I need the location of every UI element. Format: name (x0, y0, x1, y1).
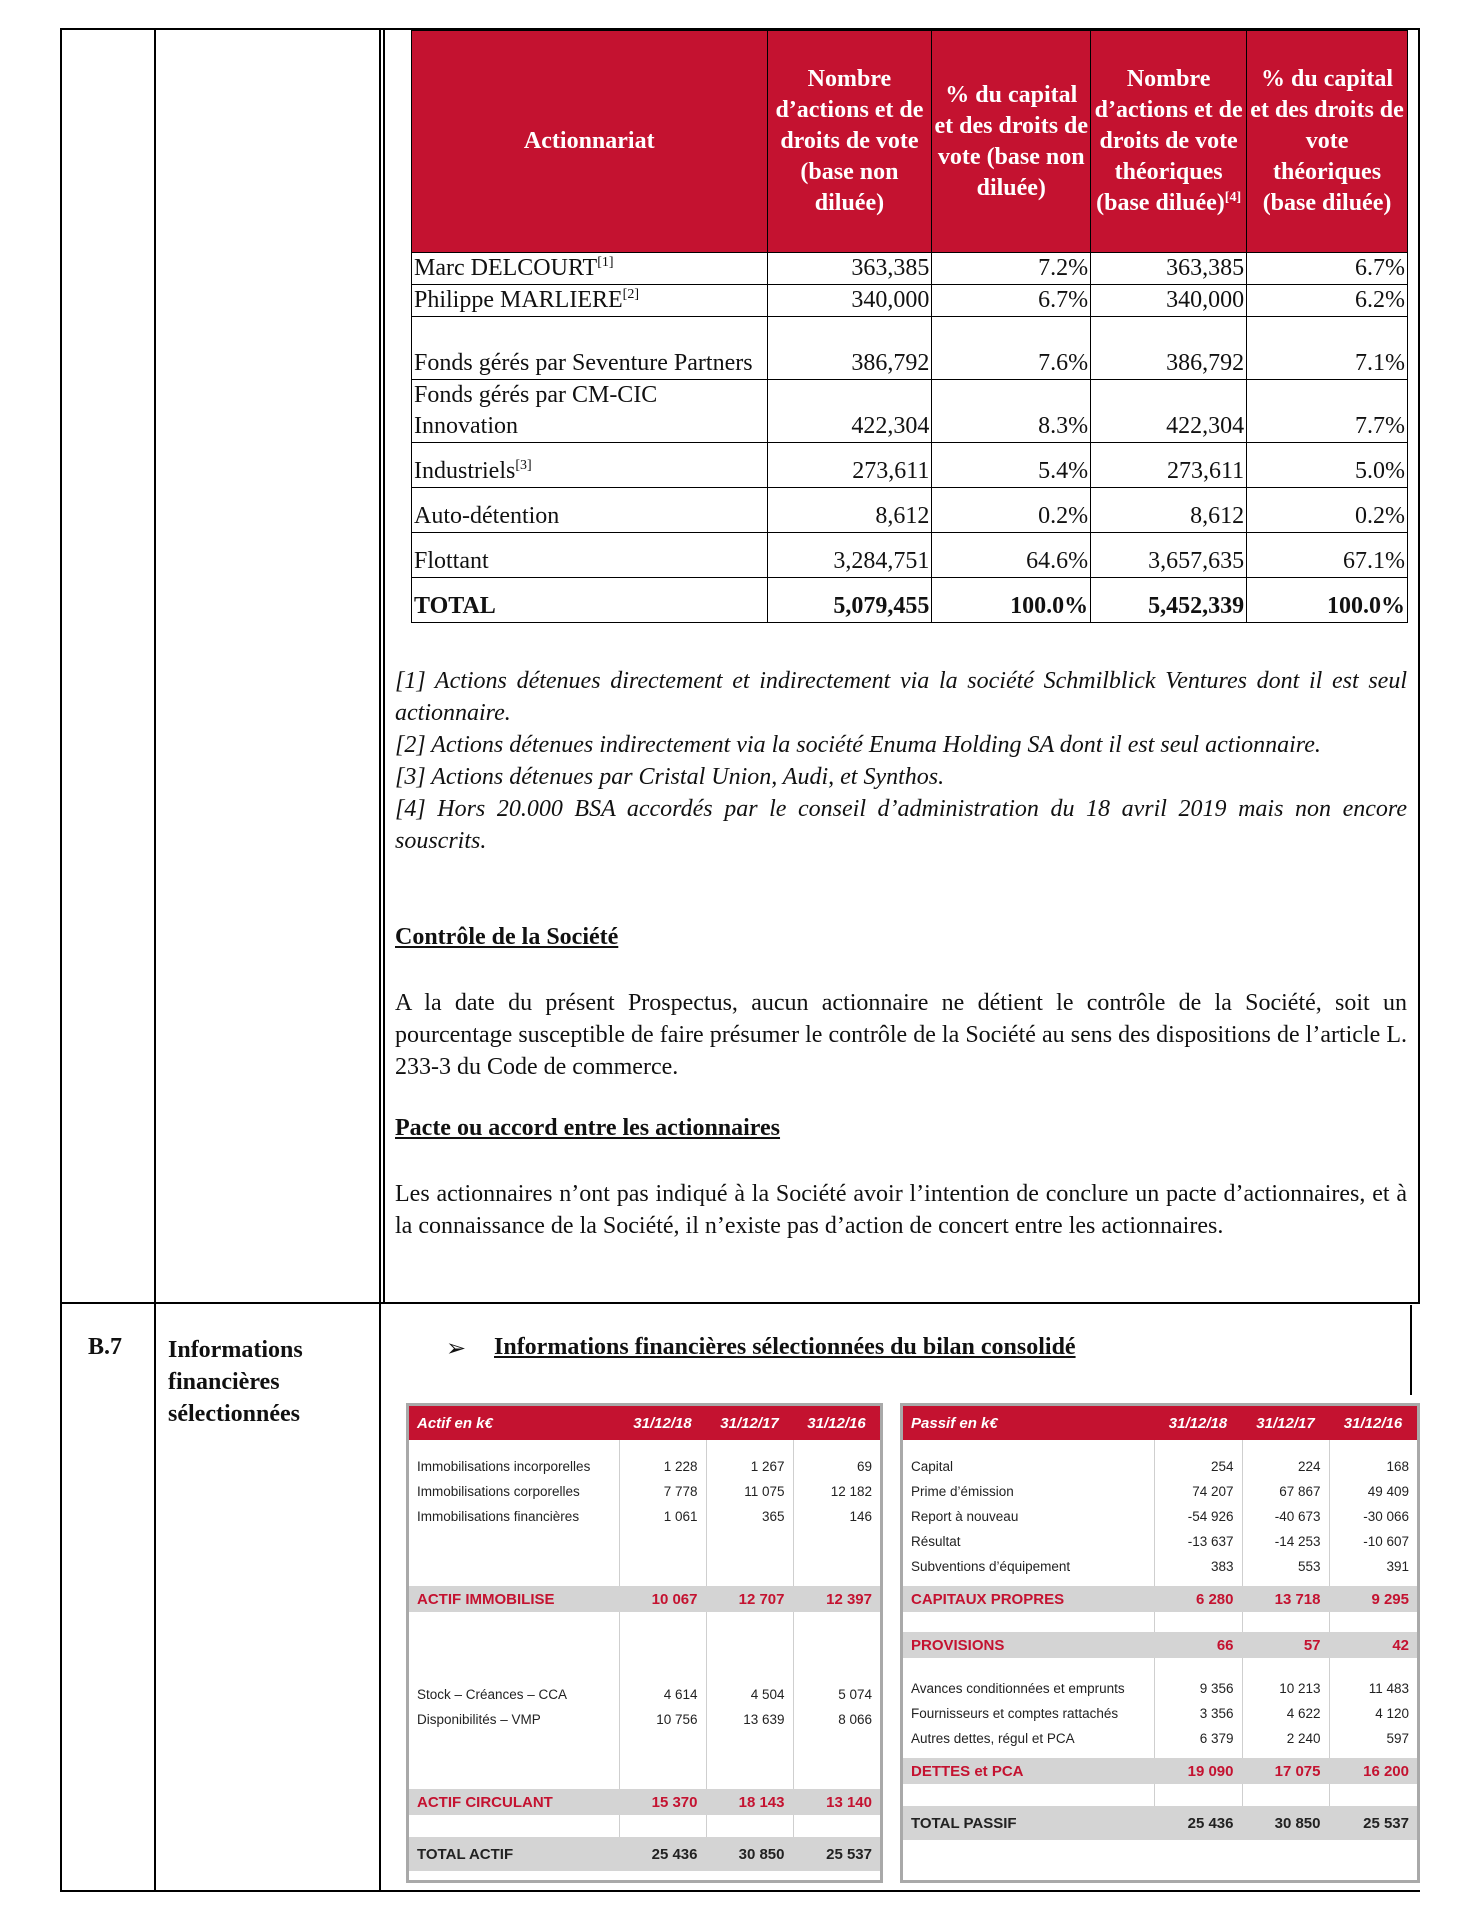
spacer-cell (903, 1658, 1154, 1676)
shareholding-value-v1: 8,612 (767, 488, 932, 533)
shareholding-value-v2: 386,792 (1091, 317, 1247, 380)
liabilities-header-row-cell: Passif en k€ (903, 1406, 1154, 1440)
liability-item-row-cell: Subventions d’équipement (911, 1559, 1071, 1574)
asset-item-row-cell: 8 066 (793, 1707, 880, 1732)
shareholding-value-p2: 6.2% (1247, 285, 1408, 317)
spacer-cell (1329, 1440, 1417, 1454)
spacer-cell (619, 1732, 706, 1789)
debt-total-row-cell: 17 075 (1242, 1758, 1329, 1784)
asset-item-row-cell: Disponibilités – VMP (417, 1712, 541, 1727)
provisions-row (903, 1632, 1417, 1658)
liability-item-row-cell: Prime d’émission (911, 1484, 1014, 1499)
equity-total-row-cell: 13 718 (1242, 1586, 1329, 1612)
shareholder-footnote-ref: [3] (515, 458, 532, 473)
liabilities-balance-sheet (900, 1403, 1420, 1883)
asset-item-row-cell: 11 075 (706, 1479, 793, 1504)
total-v1: 5,079,455 (767, 578, 932, 623)
spacer-row (409, 1815, 880, 1837)
spacer-cell (706, 1732, 793, 1789)
shareholding-value-v2: 422,304 (1091, 380, 1247, 443)
asset-item-row (409, 1454, 880, 1479)
spacer-cell (706, 1612, 793, 1682)
current-assets-total-row-cell: 18 143 (706, 1789, 793, 1815)
spacer-cell (1154, 1658, 1242, 1676)
shareholder-name (412, 317, 768, 380)
spacer-cell (619, 1440, 706, 1454)
total-v2: 5,452,339 (1091, 578, 1247, 623)
spacer-cell (1154, 1612, 1242, 1632)
provisions-row-cell: 57 (1242, 1632, 1329, 1658)
liability-item-row (903, 1701, 1417, 1726)
spacer-row (903, 1612, 1417, 1632)
financial-heading-text: Informations financières sélectionnées du bilan consolidé (494, 1334, 1076, 1360)
spacer-cell (1154, 1440, 1242, 1454)
frame-right-border-top (1418, 28, 1420, 1303)
equity-total-row-cell: CAPITAUX PROPRES (903, 1586, 1154, 1612)
shareholding-value-p2: 7.7% (1247, 380, 1408, 443)
asset-item-row-cell: 4 504 (706, 1682, 793, 1707)
total-liabilities-row-cell: 30 850 (1242, 1806, 1329, 1840)
spacer-cell (903, 1751, 1154, 1758)
spacer-cell (1329, 1658, 1417, 1676)
shareholding-row (412, 285, 1408, 317)
spacer-cell (409, 1612, 619, 1682)
assets-header-row (409, 1406, 880, 1440)
shareholder-name-text: Industriels (414, 458, 516, 484)
shareholding-value-p1: 0.2% (932, 488, 1091, 533)
spacer-cell (793, 1440, 880, 1454)
spacer-cell (1329, 1612, 1417, 1632)
shareholding-value-v2: 340,000 (1091, 285, 1247, 317)
assets-header-row-cell: 31/12/16 (793, 1406, 880, 1440)
spacer-cell (903, 1784, 1154, 1806)
liabilities-table (903, 1406, 1417, 1840)
asset-item-row-cell: 4 614 (619, 1682, 706, 1707)
footnote-1: [1] Actions détenues directement et indirectement via la société Schmilblick Ventures dont il est seul actionnaire. (395, 668, 1407, 726)
liability-item-row-cell: 74 207 (1154, 1479, 1242, 1504)
shareholding-value-v1: 340,000 (767, 285, 932, 317)
shareholding-value-v1: 363,385 (767, 253, 932, 285)
shareholding-row (412, 443, 1408, 488)
fixed-assets-total-row-cell: ACTIF IMMOBILISE (409, 1586, 619, 1612)
shareholding-value-v1: 273,611 (767, 443, 932, 488)
asset-item-row-cell: Immobilisations financières (417, 1509, 580, 1524)
section-ref: B.7 (88, 1334, 123, 1360)
liability-item-row (903, 1726, 1417, 1751)
asset-item-row (409, 1682, 880, 1707)
spacer-cell (1154, 1784, 1242, 1806)
spacer-cell (793, 1612, 880, 1682)
total-assets-row-cell: 25 436 (619, 1837, 706, 1871)
liability-item-row (903, 1554, 1417, 1579)
header-pct-diluted: % du capital et des droits de vote théoriques (base diluée) (1247, 31, 1408, 253)
frame-col1-border (154, 28, 156, 1892)
asset-item-row (409, 1504, 880, 1529)
shareholding-value-v1: 386,792 (767, 317, 932, 380)
total-p2: 100.0% (1247, 578, 1408, 623)
section-label: Informations financières sélectionnées (168, 1337, 303, 1427)
arrow-bullet-icon: ➢ (446, 1336, 467, 1362)
spacer-cell (793, 1815, 880, 1837)
footnote-3: [3] Actions détenues par Cristal Union, Audi, et Synthos. (395, 764, 945, 790)
liability-item-row (903, 1454, 1417, 1479)
liability-item-row-cell: 9 356 (1154, 1676, 1242, 1701)
shareholding-value-p2: 67.1% (1247, 533, 1408, 578)
shareholder-name (412, 488, 768, 533)
spacer-cell (706, 1529, 793, 1586)
spacer-row (409, 1440, 880, 1454)
shareholding-value-p2: 5.0% (1247, 443, 1408, 488)
liability-item-row-cell: Autres dettes, régul et PCA (911, 1731, 1075, 1746)
spacer-cell (793, 1529, 880, 1586)
shareholding-value-p2: 6.7% (1247, 253, 1408, 285)
asset-item-row-cell: 12 182 (793, 1479, 880, 1504)
frame-right-border-bottom (1410, 1305, 1412, 1395)
liability-item-row-cell: 2 240 (1242, 1726, 1329, 1751)
liability-item-row-cell: -13 637 (1154, 1529, 1242, 1554)
total-liabilities-row-cell: 25 537 (1329, 1806, 1417, 1840)
fixed-assets-total-row-cell: 12 707 (706, 1586, 793, 1612)
pact-heading: Pacte ou accord entre les actionnaires (395, 1115, 781, 1141)
shareholding-value-p2: 7.1% (1247, 317, 1408, 380)
fixed-assets-total-row-cell: 10 067 (619, 1586, 706, 1612)
shareholder-name-text: Philippe MARLIERE (414, 287, 623, 313)
spacer-cell (1154, 1751, 1242, 1758)
fixed-assets-total-row-cell: 12 397 (793, 1586, 880, 1612)
spacer-cell (1242, 1612, 1329, 1632)
liability-item-row-cell: Report à nouveau (911, 1509, 1019, 1524)
liability-item-row-cell: 10 213 (1242, 1676, 1329, 1701)
total-assets-row-cell: 25 537 (793, 1837, 880, 1871)
shareholding-value-p1: 7.2% (932, 253, 1091, 285)
equity-total-row (903, 1586, 1417, 1612)
spacer-cell (903, 1579, 1154, 1586)
shareholder-name (412, 380, 768, 443)
liability-item-row-cell: Résultat (911, 1534, 961, 1549)
liability-item-row-cell: 597 (1329, 1726, 1417, 1751)
liability-item-row-cell: -14 253 (1242, 1529, 1329, 1554)
liability-item-row-cell: 553 (1242, 1554, 1329, 1579)
shareholding-value-v2: 363,385 (1091, 253, 1247, 285)
spacer-row (409, 1529, 880, 1586)
liability-item-row (903, 1479, 1417, 1504)
total-name: TOTAL (412, 578, 768, 623)
total-assets-row (409, 1837, 880, 1871)
debt-total-row-cell: 16 200 (1329, 1758, 1417, 1784)
footnotes (395, 665, 1407, 857)
shareholding-row (412, 317, 1408, 380)
spacer-cell (409, 1815, 619, 1837)
assets-header-row-cell: Actif en k€ (409, 1406, 619, 1440)
spacer-row (903, 1658, 1417, 1676)
shareholder-name-text: Auto-détention (414, 503, 560, 529)
total-liabilities-row-cell: 25 436 (1154, 1806, 1242, 1840)
shareholding-value-v1: 3,284,751 (767, 533, 932, 578)
liability-item-row-cell: 391 (1329, 1554, 1417, 1579)
total-liabilities-row (903, 1806, 1417, 1840)
liability-item-row-cell: Fournisseurs et comptes rattachés (911, 1706, 1119, 1721)
liabilities-header-row (903, 1406, 1417, 1440)
liabilities-header-row-cell: 31/12/16 (1329, 1406, 1417, 1440)
spacer-cell (1242, 1440, 1329, 1454)
provisions-row-cell: PROVISIONS (903, 1632, 1154, 1658)
current-assets-total-row-cell: 15 370 (619, 1789, 706, 1815)
header-shares-diluted (1091, 31, 1247, 253)
spacer-cell (409, 1732, 619, 1789)
header-shares-undiluted: Nombre d’actions et de droits de vote (base non diluée) (767, 31, 932, 253)
header-pct-undiluted: % du capital et des droits de vote (base non diluée) (932, 31, 1091, 253)
shareholding-value-v2: 8,612 (1091, 488, 1247, 533)
asset-item-row-cell: 365 (706, 1504, 793, 1529)
spacer-cell (706, 1440, 793, 1454)
footnote-4: [4] Hors 20.000 BSA accordés par le conseil d’administration du 18 avril 2019 mais non encore souscrits. (395, 796, 1407, 854)
spacer-row (903, 1440, 1417, 1454)
spacer-row (903, 1579, 1417, 1586)
shareholder-name-text: Flottant (414, 548, 489, 574)
shareholding-row (412, 533, 1408, 578)
liability-item-row-cell: 11 483 (1329, 1676, 1417, 1701)
assets-balance-sheet (406, 1403, 883, 1883)
debt-total-row (903, 1758, 1417, 1784)
spacer-cell (409, 1529, 619, 1586)
shareholding-total-row (412, 578, 1408, 623)
shareholder-name (412, 533, 768, 578)
shareholding-value-p2: 0.2% (1247, 488, 1408, 533)
spacer-cell (1242, 1751, 1329, 1758)
liability-item-row-cell: 254 (1154, 1454, 1242, 1479)
liability-item-row-cell: 3 356 (1154, 1701, 1242, 1726)
shareholder-name-text: Marc DELCOURT (414, 255, 598, 281)
liabilities-header-row-cell: 31/12/18 (1154, 1406, 1242, 1440)
asset-item-row-cell: 1 228 (619, 1454, 706, 1479)
footnote-2: [2] Actions détenues indirectement via la société Enuma Holding SA dont il est seul actionnaire. (395, 732, 1321, 758)
asset-item-row-cell: 69 (793, 1454, 880, 1479)
shareholder-name-text: Fonds gérés par Seventure Partners (414, 350, 753, 376)
control-paragraph: A la date du présent Prospectus, aucun actionnaire ne détient le contrôle de la Société, soit un pourcentage susceptible de faire présumer le contrôle de la Société au sens des dispositions de l’article L. 233-3 du Code de commerce. (395, 990, 1407, 1080)
shareholding-row (412, 380, 1408, 443)
liability-item-row-cell: 4 622 (1242, 1701, 1329, 1726)
spacer-cell (1154, 1579, 1242, 1586)
spacer-row (903, 1784, 1417, 1806)
spacer-cell (619, 1529, 706, 1586)
total-assets-row-cell: TOTAL ACTIF (409, 1837, 619, 1871)
current-assets-total-row-cell: 13 140 (793, 1789, 880, 1815)
shareholder-name (412, 443, 768, 488)
shareholder-footnote-ref: [2] (622, 287, 639, 302)
shareholder-name (412, 253, 768, 285)
shareholding-value-p1: 8.3% (932, 380, 1091, 443)
shareholding-row (412, 253, 1408, 285)
spacer-cell (1242, 1579, 1329, 1586)
fixed-assets-total-row (409, 1586, 880, 1612)
asset-item-row-cell: 1 061 (619, 1504, 706, 1529)
spacer-cell (903, 1612, 1154, 1632)
asset-item-row-cell: 7 778 (619, 1479, 706, 1504)
asset-item-row-cell: Stock – Créances – CCA (417, 1687, 568, 1702)
liability-item-row (903, 1504, 1417, 1529)
frame-row-divider (60, 1302, 1420, 1304)
liabilities-header-row-cell: 31/12/17 (1242, 1406, 1329, 1440)
liability-item-row-cell: 4 120 (1329, 1701, 1417, 1726)
total-assets-row-cell: 30 850 (706, 1837, 793, 1871)
spacer-cell (1242, 1658, 1329, 1676)
frame-inner-border (383, 28, 385, 1303)
liability-item-row-cell: -40 673 (1242, 1504, 1329, 1529)
assets-header-row-cell: 31/12/17 (706, 1406, 793, 1440)
frame-left-border (60, 28, 62, 1892)
shareholder-name (412, 285, 768, 317)
spacer-cell (619, 1815, 706, 1837)
shareholding-table (411, 30, 1408, 623)
control-heading: Contrôle de la Société (395, 924, 619, 950)
spacer-cell (903, 1440, 1154, 1454)
total-p1: 100.0% (932, 578, 1091, 623)
frame-col2-border (379, 28, 381, 1892)
liability-item-row (903, 1676, 1417, 1701)
asset-item-row-cell: 13 639 (706, 1707, 793, 1732)
asset-item-row-cell: Immobilisations incorporelles (417, 1459, 591, 1474)
liability-item-row-cell: 383 (1154, 1554, 1242, 1579)
shareholding-value-v1: 422,304 (767, 380, 932, 443)
liability-item-row-cell: 224 (1242, 1454, 1329, 1479)
spacer-cell (1329, 1751, 1417, 1758)
assets-table (409, 1406, 880, 1871)
spacer-row (409, 1612, 880, 1682)
header-note-4: [4] (1224, 190, 1242, 205)
provisions-row-cell: 42 (1329, 1632, 1417, 1658)
liability-item-row-cell: Capital (911, 1459, 954, 1474)
asset-item-row (409, 1479, 880, 1504)
header-shareholders: Actionnariat (412, 31, 768, 253)
shareholder-name-text: Fonds gérés par CM-CIC Innovation (414, 382, 658, 439)
liability-item-row-cell: 67 867 (1242, 1479, 1329, 1504)
shareholding-value-p1: 6.7% (932, 285, 1091, 317)
assets-header-row-cell: 31/12/18 (619, 1406, 706, 1440)
spacer-cell (1329, 1579, 1417, 1586)
asset-item-row-cell: 10 756 (619, 1707, 706, 1732)
asset-item-row-cell: 5 074 (793, 1682, 880, 1707)
spacer-cell (793, 1732, 880, 1789)
spacer-cell (1242, 1784, 1329, 1806)
shareholding-value-v2: 3,657,635 (1091, 533, 1247, 578)
spacer-cell (706, 1815, 793, 1837)
asset-item-row-cell: 1 267 (706, 1454, 793, 1479)
liability-item-row-cell: 168 (1329, 1454, 1417, 1479)
pact-paragraph: Les actionnaires n’ont pas indiqué à la Société avoir l’intention de conclure un pacte d’actionnaires, et à la connaissance de la Société, il n’existe pas d’action de concert entre les actionnaires. (395, 1181, 1407, 1239)
frame-bottom-border (60, 1890, 1420, 1892)
liability-item-row-cell: 49 409 (1329, 1479, 1417, 1504)
spacer-cell (409, 1440, 619, 1454)
header-shares-diluted-text: Nombre d’actions et de droits de vote théoriques (base diluée) (1094, 66, 1243, 216)
liability-item-row-cell: 6 379 (1154, 1726, 1242, 1751)
equity-total-row-cell: 6 280 (1154, 1586, 1242, 1612)
shareholding-value-p1: 5.4% (932, 443, 1091, 488)
equity-total-row-cell: 9 295 (1329, 1586, 1417, 1612)
shareholding-value-p1: 7.6% (932, 317, 1091, 380)
liability-item-row-cell: -10 607 (1329, 1529, 1417, 1554)
liability-item-row-cell: Avances conditionnées et emprunts (911, 1681, 1125, 1696)
provisions-row-cell: 66 (1154, 1632, 1242, 1658)
total-liabilities-row-cell: TOTAL PASSIF (903, 1806, 1154, 1840)
shareholding-value-v2: 273,611 (1091, 443, 1247, 488)
liability-item-row (903, 1529, 1417, 1554)
asset-item-row-cell: 146 (793, 1504, 880, 1529)
shareholding-value-p1: 64.6% (932, 533, 1091, 578)
shareholder-footnote-ref: [1] (597, 255, 614, 270)
shareholding-header-row (412, 31, 1408, 253)
spacer-row (903, 1751, 1417, 1758)
spacer-cell (1329, 1784, 1417, 1806)
current-assets-total-row (409, 1789, 880, 1815)
debt-total-row-cell: 19 090 (1154, 1758, 1242, 1784)
asset-item-row (409, 1707, 880, 1732)
liability-item-row-cell: -54 926 (1154, 1504, 1242, 1529)
shareholding-row (412, 488, 1408, 533)
debt-total-row-cell: DETTES et PCA (903, 1758, 1154, 1784)
spacer-row (409, 1732, 880, 1789)
current-assets-total-row-cell: ACTIF CIRCULANT (409, 1789, 619, 1815)
liability-item-row-cell: -30 066 (1329, 1504, 1417, 1529)
asset-item-row-cell: Immobilisations corporelles (417, 1484, 580, 1499)
spacer-cell (619, 1612, 706, 1682)
